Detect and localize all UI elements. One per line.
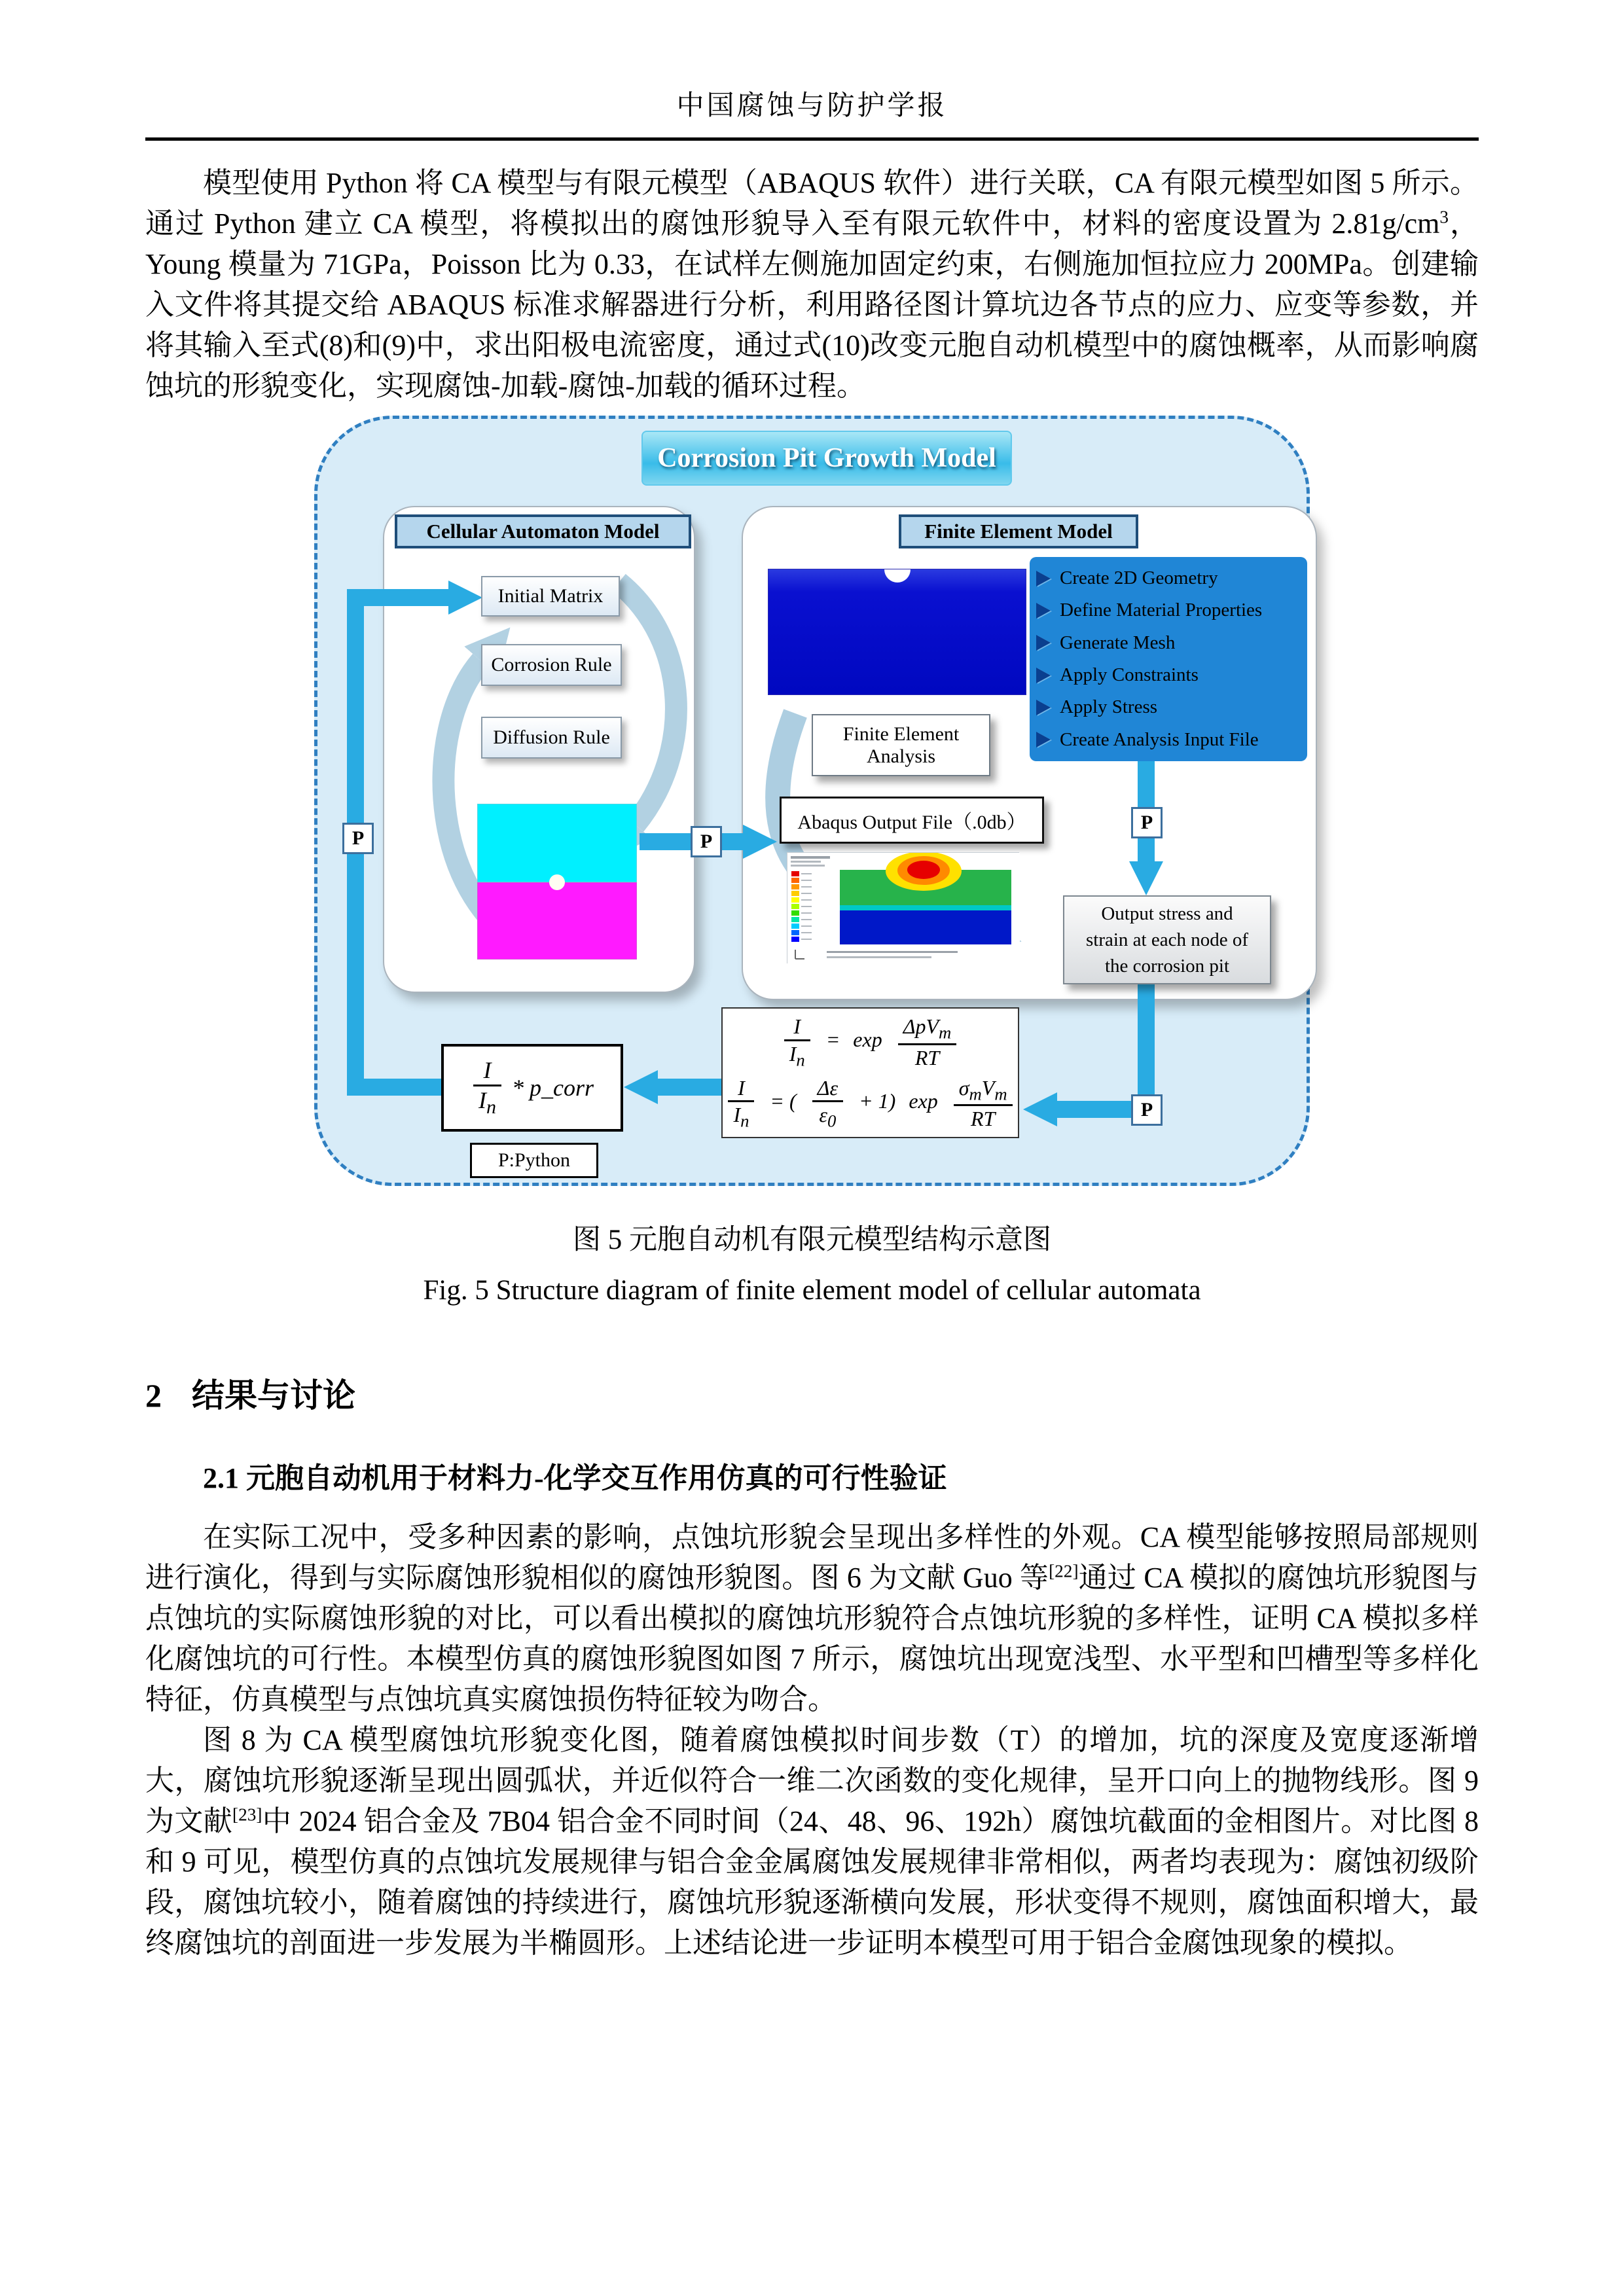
triangle-right-icon <box>1036 668 1051 683</box>
triangle-right-icon <box>1036 635 1051 651</box>
paragraph-1-text: 模型使用 Python 将 CA 模型与有限元模型（ABAQUS 软件）进行关联，CA 有限元模型如图 5 所示。通过 Python 建立 CA 模型，将模拟出的腐蚀形貌导入至有限元软件中，材料的密度设置为 2.81g/cm <box>145 167 1479 240</box>
f1-equals: = <box>825 1028 840 1052</box>
f1-rhs-den: RT <box>914 1045 940 1069</box>
ca-grid-solution-layer <box>477 804 637 882</box>
paragraph-2-text: 在实际工况中，受多种因素的影响，点蚀坑形貌会呈现出多样性的外观。CA 模型能够按照局部规则进行演化，得到与实际腐蚀形貌相似的腐蚀形貌图。图 6 为文献 Guo 等 <box>145 1521 1479 1594</box>
page-content <box>145 163 1479 1964</box>
python-step-marker-left: P <box>342 823 374 854</box>
superscript-cm3: 3 <box>1439 207 1449 227</box>
finite-element-analysis-box <box>812 714 990 776</box>
triangle-right-icon <box>1036 603 1051 619</box>
section-2-1-title: 元胞自动机用于材料力-化学交互作用仿真的可行性验证 <box>246 1462 947 1494</box>
formula-strain-stress <box>721 1075 1019 1132</box>
fe-step-label: Apply Stress <box>1060 696 1158 718</box>
pcorr-den: I <box>478 1087 486 1113</box>
f2-rhs-sigma-sub: m <box>969 1084 982 1104</box>
f2-rhs-v: V <box>981 1076 995 1100</box>
fe-step-label: Create 2D Geometry <box>1060 567 1218 589</box>
fea-contour-graphic <box>787 853 1020 964</box>
fe-step <box>1036 664 1303 686</box>
paragraph-3 <box>145 1720 1479 1964</box>
paragraph-3-text-cont: 中 2024 铝合金及 7B04 铝合金不同时间（24、48、96、192h）腐蚀坑截面的金相图片。对比图 8 和 9 可见，模型仿真的点蚀坑发展规律与铝合金金属腐蚀发展规律非常相似，两者均表现为：腐蚀初级阶段，腐蚀坑较小，随着腐蚀的持续进行，腐蚀坑形貌逐渐横向发展，形状变得不规则，腐蚀面积增大，最终腐蚀坑的剖面进一步发展为半椭圆形。上述结论进一步证明本模型可用于铝合金腐蚀现象的模拟。 <box>145 1805 1479 1959</box>
output-line2: strain at each node of <box>1085 929 1248 950</box>
reference-22: [22] <box>1049 1561 1079 1581</box>
anode-current-formula-box <box>721 1007 1019 1138</box>
f1-exp: exp <box>853 1028 882 1052</box>
python-step-marker-middle: P <box>691 826 722 857</box>
output-stress-strain-box <box>1063 895 1271 984</box>
f1-lhs-den: I <box>789 1041 797 1066</box>
ca-panel-header: Cellular Automaton Model <box>395 514 691 548</box>
ca-cycle-arrow-right <box>619 583 676 825</box>
f2-inner-den: ε <box>819 1103 827 1127</box>
triangle-right-icon <box>1036 732 1051 747</box>
f2-rhs-v-sub: m <box>994 1084 1007 1104</box>
f2-lhs-den-sub: n <box>740 1111 749 1131</box>
section-2-heading <box>145 1369 1479 1416</box>
f2-exp: exp <box>909 1089 938 1113</box>
fe-mesh-pit-notch <box>884 569 911 583</box>
fe-step-label: Apply Constraints <box>1060 664 1199 686</box>
fea-line1: Finite Element <box>842 723 960 745</box>
f2-plus-one: + 1) <box>859 1089 896 1113</box>
section-2-1-heading <box>203 1454 1479 1496</box>
ca-pit-seed-dot <box>549 874 565 890</box>
pcorr-num: I <box>473 1056 501 1086</box>
pcorr-den-sub: n <box>486 1096 496 1119</box>
f1-lhs-den-sub: n <box>796 1049 805 1069</box>
python-step-marker-right-upper: P <box>1131 807 1163 838</box>
triangle-right-icon <box>1036 700 1051 715</box>
fe-step-label: Create Analysis Input File <box>1060 728 1259 750</box>
ca-grid-metal-layer <box>477 882 637 960</box>
triangle-right-icon <box>1036 571 1051 586</box>
paragraph-1-text-cont: ，Young 模量为 71GPa，Poisson 比为 0.33，在试样左侧施加固定约束，右侧施加恒拉应力 200MPa。创建输入文件将其提交给 ABAQUS 标准求解器进行分析，利用路径图计算坑边各节点的应力、应变等参数，并将其输入至式(8)和(9)中，求出阳极电流密度，通过式(10)改变元胞自动机模型中的腐蚀概率，从而影响腐蚀坑的形貌变化，实现腐蚀-加载-腐蚀-加载的循环过程。 <box>145 207 1479 402</box>
output-to-formula-arrow <box>1057 982 1146 1109</box>
pcorr-suffix: * p_corr <box>512 1075 594 1101</box>
fe-mesh-image <box>768 569 1026 695</box>
fea-line2: Analysis <box>867 745 935 767</box>
section-2-title: 结果与讨论 <box>192 1377 355 1414</box>
figure-5-caption <box>145 1217 1479 1306</box>
f2-inner-num: Δε <box>812 1075 843 1102</box>
pcorr-probability-box <box>441 1044 623 1132</box>
corrosion-rule-box: Corrosion Rule <box>481 644 622 686</box>
fe-preprocess-steps-panel <box>1030 557 1307 761</box>
formula-pressure <box>778 1014 964 1070</box>
f2-rhs-sigma: σ <box>958 1076 969 1100</box>
journal-title: 中国腐蚀与防护学报 <box>676 91 948 121</box>
corrosion-pit-growth-diagram <box>314 416 1310 1186</box>
paragraph-3-text: 图 8 为 CA 模型腐蚀坑形貌变化图，随着腐蚀模拟时间步数（T）的增加，坑的深度及宽度逐渐增大，腐蚀坑形貌逐渐呈现出圆弧状，并近似符合一维二次函数的变化规律，呈开口向上的抛物线形。图 9 为文献 <box>145 1724 1479 1837</box>
f2-lhs-num: I <box>728 1075 754 1102</box>
f1-lhs-num: I <box>784 1014 810 1041</box>
fe-step <box>1036 600 1303 621</box>
f2-equals-paren: = ( <box>770 1089 797 1113</box>
paragraph-2 <box>145 1517 1479 1720</box>
fe-step <box>1036 729 1303 751</box>
initial-matrix-box: Initial Matrix <box>481 576 620 617</box>
diffusion-rule-box: Diffusion Rule <box>481 717 622 759</box>
output-line1: Output stress and <box>1101 903 1233 924</box>
abaqus-output-file-box: Abaqus Output File（.0db） <box>780 797 1044 844</box>
python-step-marker-right-lower: P <box>1131 1094 1163 1126</box>
python-legend-box: P:Python <box>470 1143 598 1178</box>
fe-step <box>1036 696 1303 718</box>
f1-rhs-num-sub: m <box>939 1022 952 1043</box>
f2-rhs-den: RT <box>970 1107 996 1131</box>
diagram-title: Corrosion Pit Growth Model <box>641 431 1012 486</box>
paragraph-2-text-cont: 通过 CA 模拟的腐蚀坑形貌图与点蚀坑的实际腐蚀形貌的对比，可以看出模拟的腐蚀坑形貌符合点蚀坑形貌的多样性，证明 CA 模拟多样化腐蚀坑的可行性。本模型仿真的腐蚀形貌图如图 7 所示，腐蚀坑出现宽浅型、水平型和凹槽型等多样化特征，仿真模型与点蚀坑真实腐蚀损伤特征较为吻合。 <box>145 1562 1479 1715</box>
figure-caption-en: Fig. 5 Structure diagram of finite element model of cellular automata <box>423 1275 1201 1306</box>
f2-lhs-den: I <box>733 1103 741 1127</box>
fe-panel-header: Finite Element Model <box>899 514 1138 548</box>
reference-23: [23] <box>232 1804 262 1825</box>
figure-5 <box>145 416 1479 1306</box>
section-2-1-number: 2.1 <box>203 1462 239 1494</box>
fe-step <box>1036 567 1303 589</box>
f2-inner-den-sub: 0 <box>827 1111 837 1131</box>
fe-step-label: Define Material Properties <box>1060 600 1263 621</box>
section-2-number: 2 <box>145 1377 162 1414</box>
fe-step-label: Generate Mesh <box>1060 632 1176 653</box>
f1-rhs-num: ΔpV <box>903 1014 939 1039</box>
figure-caption-zh: 图 5 元胞自动机有限元模型结构示意图 <box>573 1225 1051 1255</box>
fea-contour-image <box>787 852 1019 963</box>
fe-step <box>1036 632 1303 654</box>
paragraph-1 <box>145 163 1479 406</box>
output-line3: the corrosion pit <box>1104 956 1230 977</box>
header-divider <box>145 137 1479 141</box>
